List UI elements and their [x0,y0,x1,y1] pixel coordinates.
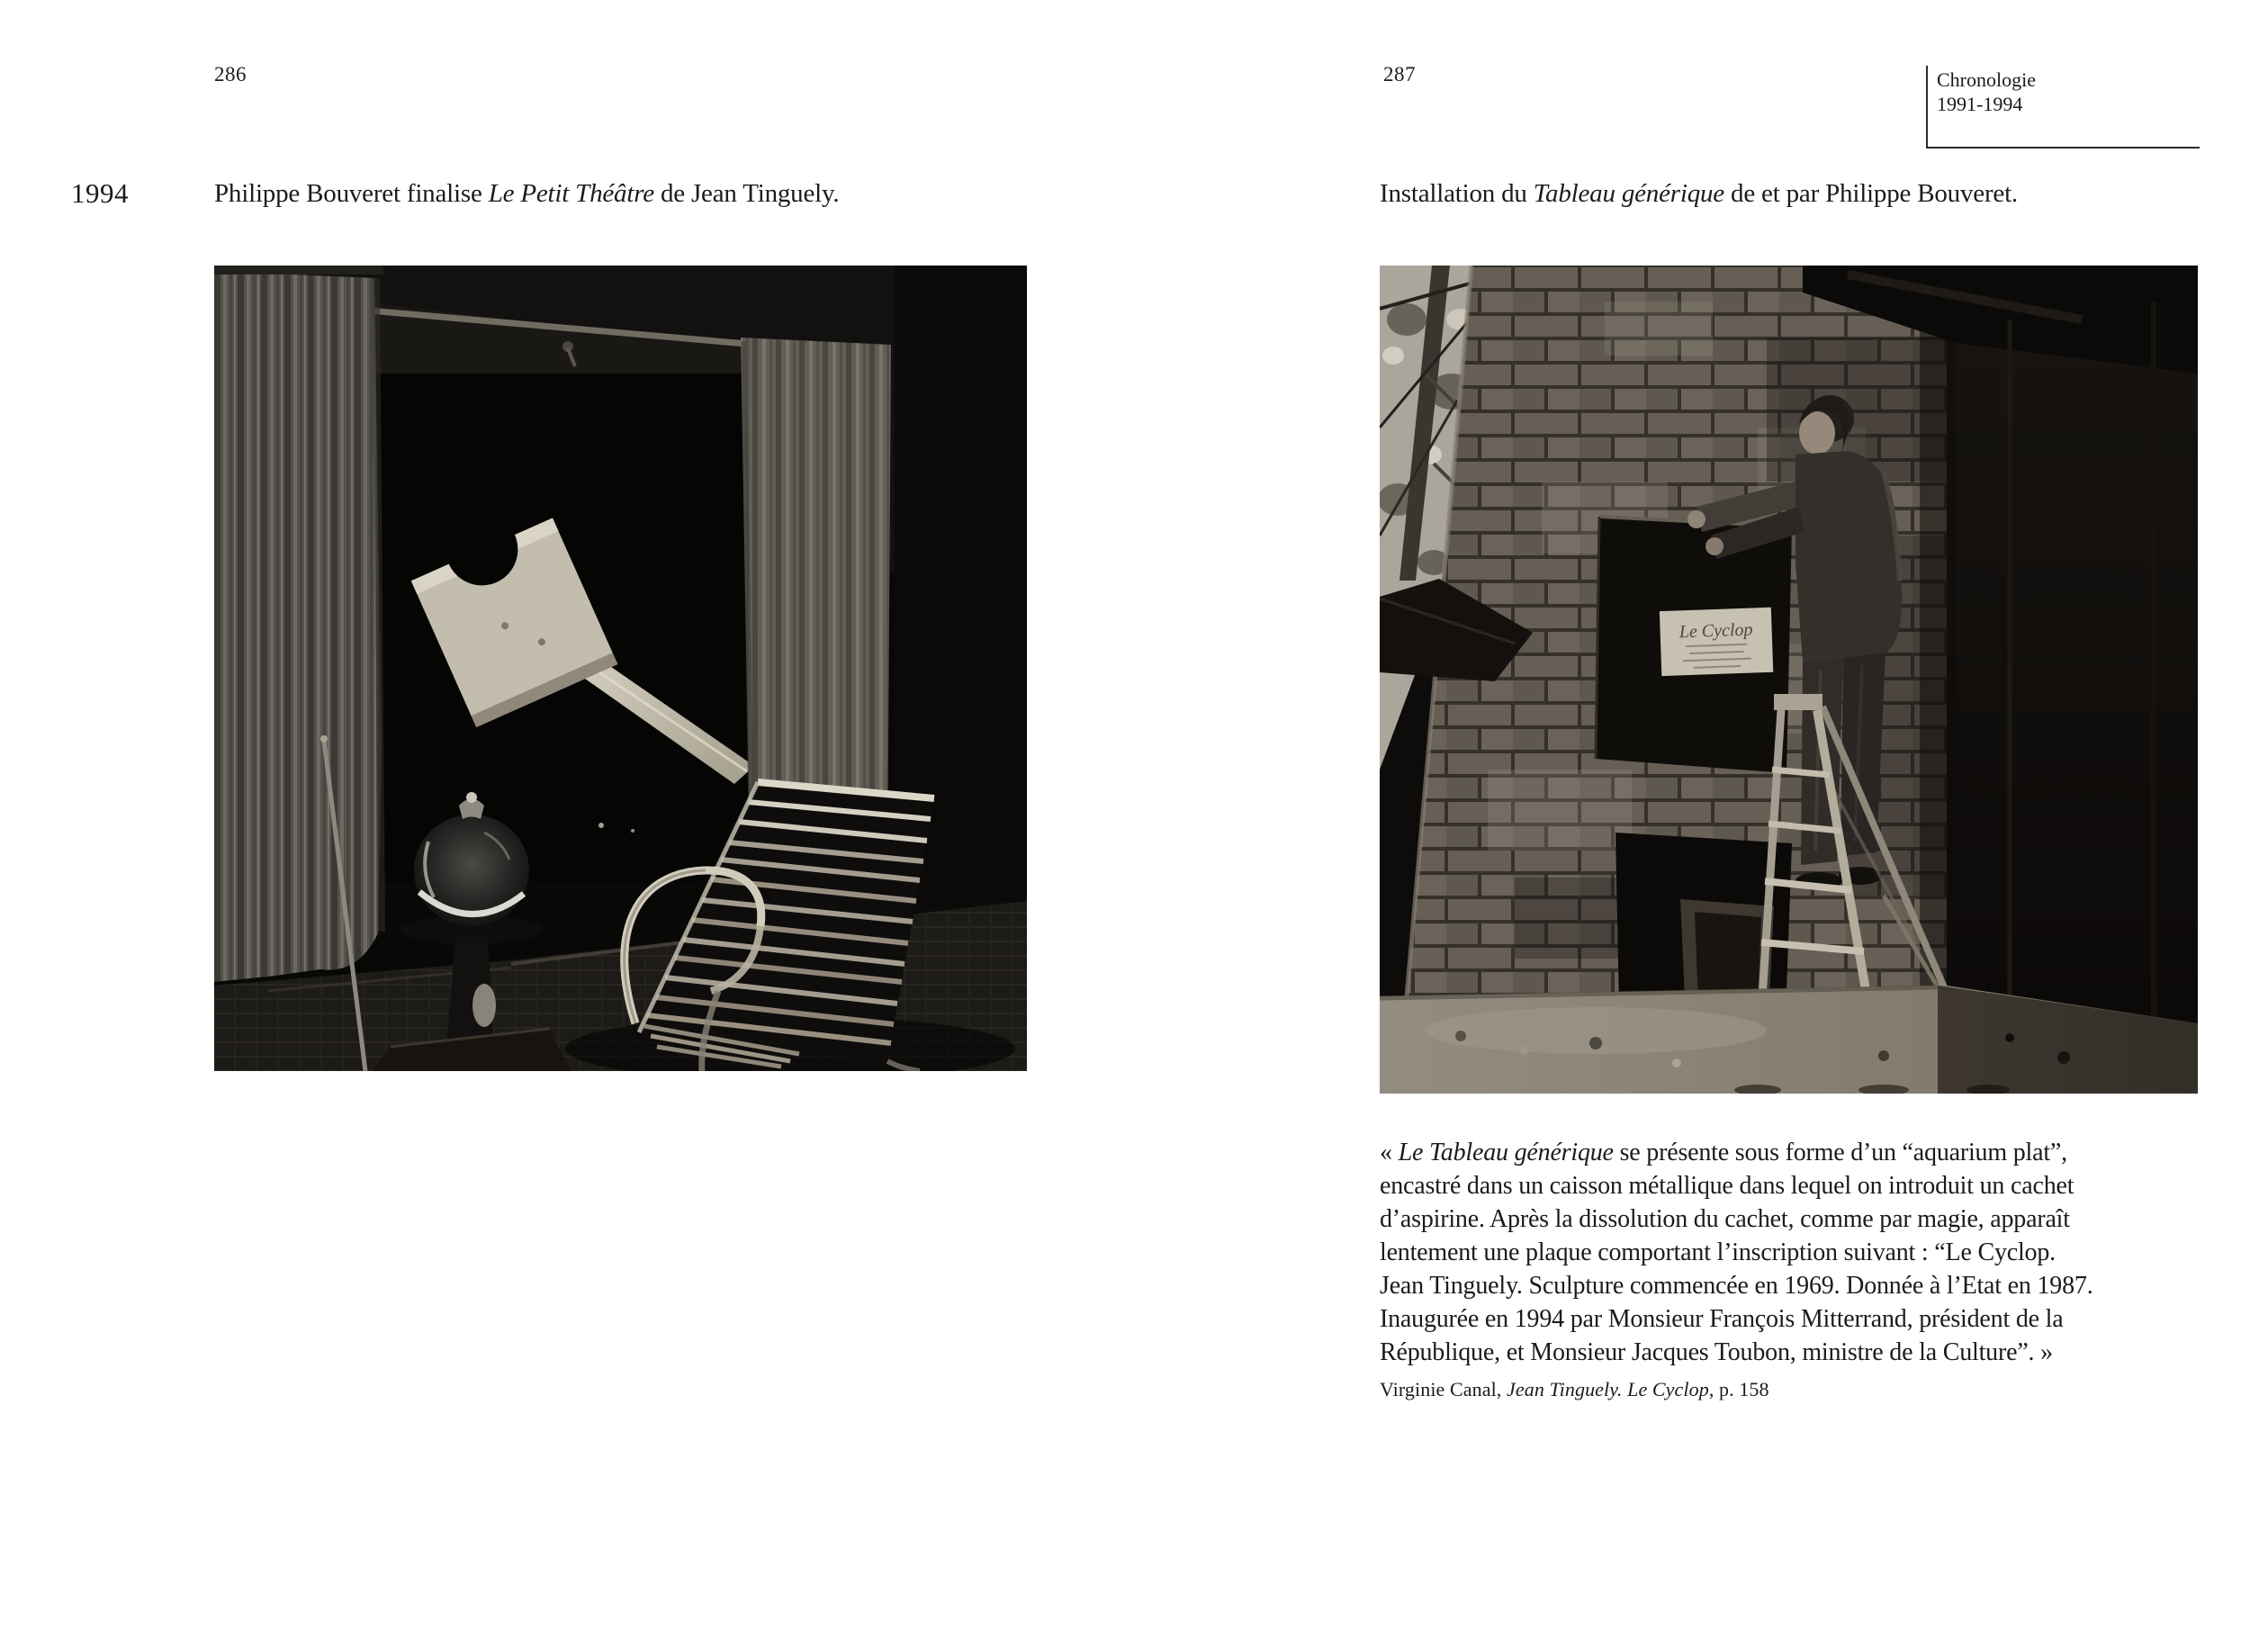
credit-work-title: Jean Tinguely. Le Cyclop [1507,1378,1709,1400]
plaque-title: Le Cyclop [1678,619,1753,643]
page-number-left: 286 [214,63,247,86]
page-number-right: 287 [1383,63,1416,86]
tableau-panel [1596,517,1792,773]
quote-block [1380,1136,2172,1369]
credit-author: Virginie Canal, [1380,1378,1508,1400]
quote-line-1-rest: se présente sous forme d’un “aquarium plat”, [1613,1139,2067,1166]
caption-left-post: de Jean Tinguely. [653,179,840,208]
quote-line-6: Inaugurée en 1994 par Monsieur François Mitterrand, président de la [1380,1305,2064,1333]
caption-right-post: de et par Philippe Bouveret. [1724,179,2018,208]
running-head [1926,66,2200,149]
caption-left-work-title: Le Petit Théâtre [488,179,654,208]
quote-line-7: République, et Monsieur Jacques Toubon, ministre de la Culture”. » [1380,1338,2053,1366]
running-head-years: 1991-1994 [1937,93,2023,115]
tableau-generique-illustration [1380,266,2198,1094]
running-head-title: Chronologie [1937,68,2036,91]
plaque [1660,608,1773,676]
caption-right [1380,179,2018,209]
quote-line-2: encastré dans un caisson métallique dans lequel on introduit un cachet [1380,1172,2074,1200]
credit-page-ref: , p. 158 [1708,1378,1769,1400]
quote-work-title: Le Tableau générique [1398,1139,1614,1166]
caption-left [214,179,839,209]
quote-line-1 [1380,1136,2172,1169]
caption-left-pre: Philippe Bouveret finalise [214,179,489,208]
year-label: 1994 [71,177,129,209]
quote-open-guillemet: « [1380,1139,1399,1166]
quote-line-5: Jean Tinguely. Sculpture commencée en 1969. Donnée à l’Etat en 1987. [1380,1272,2093,1300]
caption-right-work-title: Tableau générique [1533,179,1724,208]
quote-line-4: lentement une plaque comportant l’inscription suivant : “Le Cyclop. [1380,1238,2056,1266]
caption-right-pre: Installation du [1380,179,1534,208]
petit-theatre-illustration [214,266,1027,1071]
credit-line [1380,1378,1769,1401]
photo-tableau-generique [1380,266,2198,1094]
left-curtain [214,271,382,982]
quote-line-3: d’aspirine. Après la dissolution du cachet, comme par magie, apparaît [1380,1205,2070,1233]
photo-petit-theatre [214,266,1027,1071]
